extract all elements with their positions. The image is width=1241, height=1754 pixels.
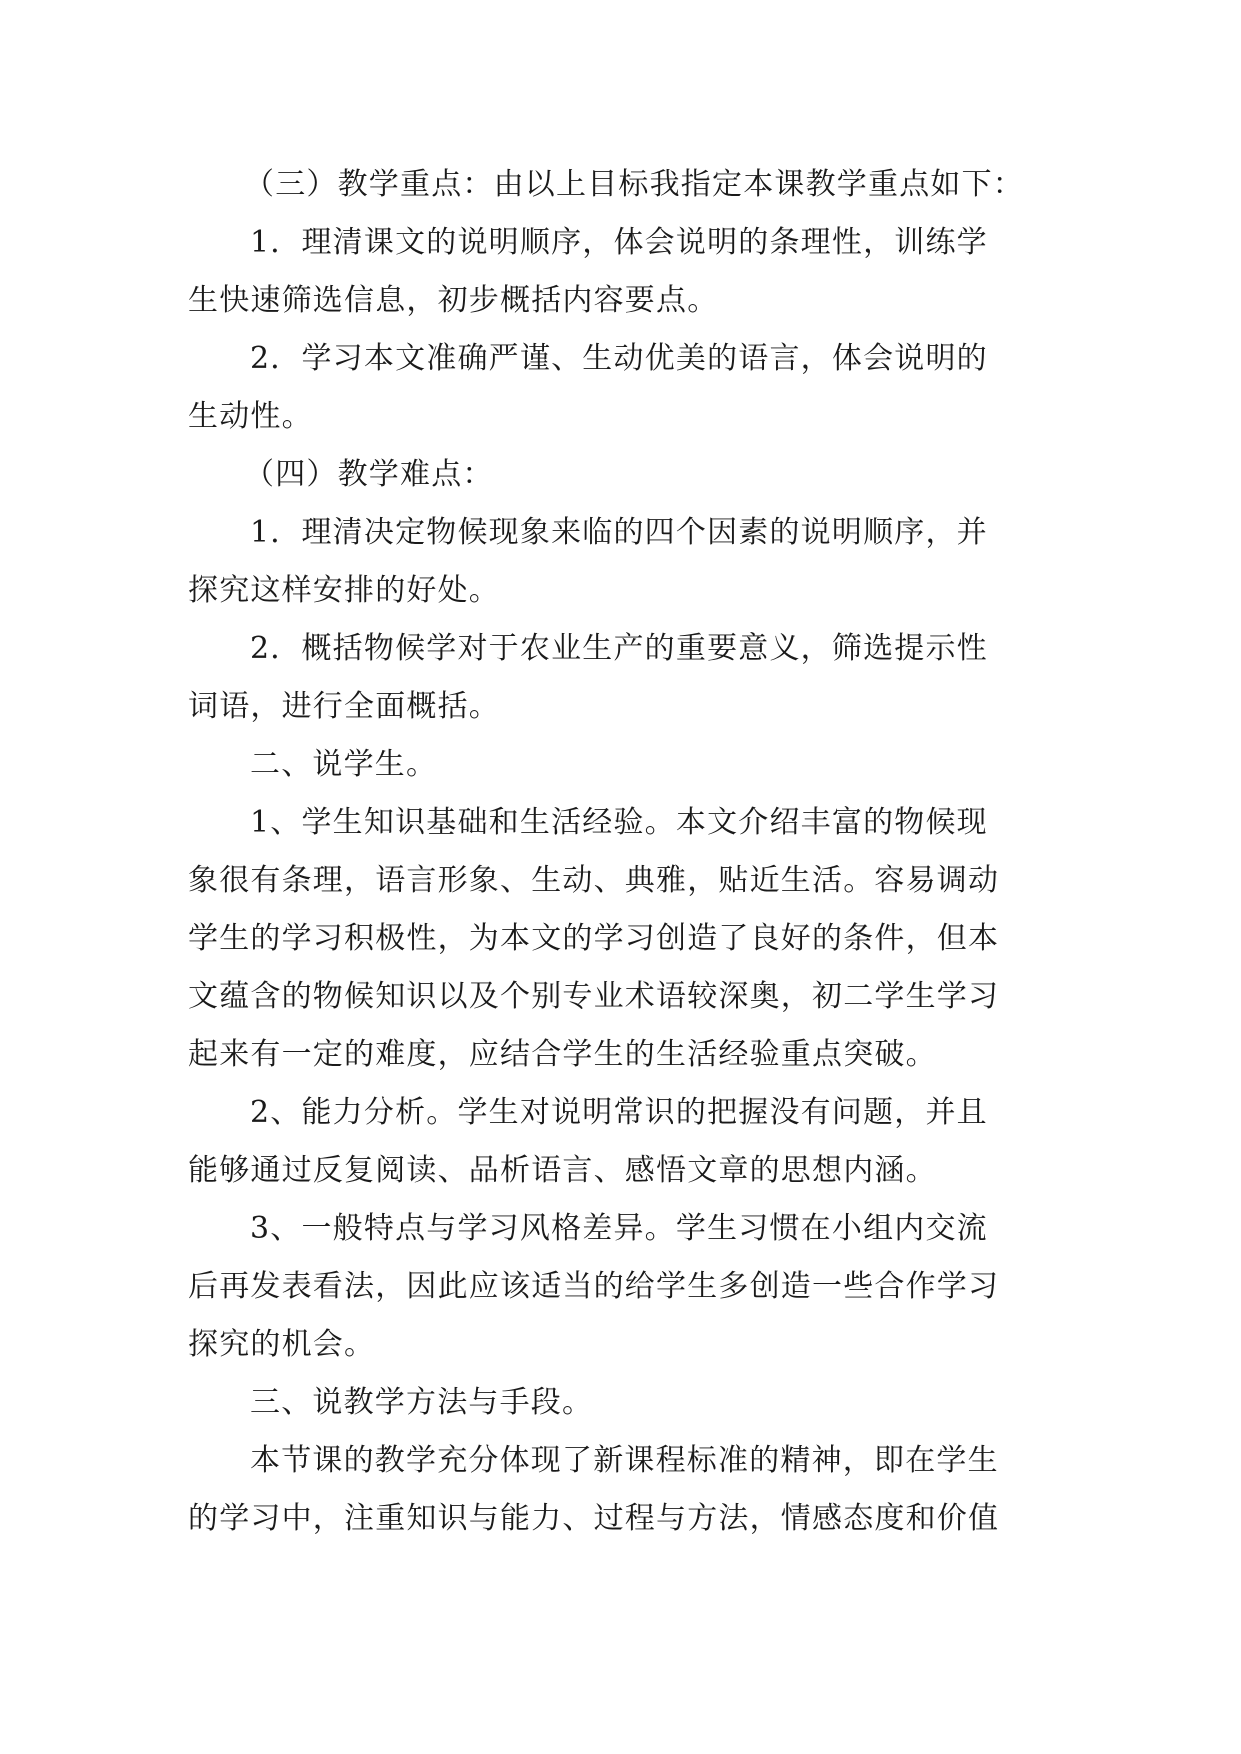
text-line: 象很有条理，语言形象、生动、典雅，贴近生活。容易调动 <box>188 863 1000 898</box>
text-line: 生动性。 <box>188 399 313 434</box>
text-line: 本节课的教学充分体现了新课程标准的精神，即在学生 <box>250 1443 999 1478</box>
text-line: （四）教学难点： <box>244 457 494 492</box>
text-line: 2．学习本文准确严谨、生动优美的语言，体会说明的 <box>250 341 988 376</box>
text-line: 起来有一定的难度，应结合学生的生活经验重点突破。 <box>188 1037 937 1072</box>
text-line: 文蕴含的物候知识以及个别专业术语较深奥，初二学生学习 <box>188 979 1000 1014</box>
text-line: （三）教学重点：由以上目标我指定本课教学重点如下： <box>244 167 1024 202</box>
text-line: 的学习中，注重知识与能力、过程与方法，情感态度和价值 <box>188 1501 1000 1536</box>
text-line: 生快速筛选信息，初步概括内容要点。 <box>188 283 719 318</box>
text-line: 探究的机会。 <box>188 1327 376 1362</box>
text-line: 1、学生知识基础和生活经验。本文介绍丰富的物候现 <box>250 805 988 840</box>
text-line: 3、一般特点与学习风格差异。学生习惯在小组内交流 <box>250 1211 988 1246</box>
text-line: 1．理清决定物候现象来临的四个因素的说明顺序，并 <box>250 515 988 550</box>
text-line: 探究这样安排的好处。 <box>188 573 500 608</box>
text-line: 2、能力分析。学生对说明常识的把握没有问题，并且 <box>250 1095 988 1130</box>
text-line: 能够通过反复阅读、品析语言、感悟文章的思想内涵。 <box>188 1153 937 1188</box>
text-line: 词语，进行全面概括。 <box>188 689 500 724</box>
section-heading: 二、说学生。 <box>250 747 438 782</box>
text-line: 学生的学习积极性，为本文的学习创造了良好的条件，但本 <box>188 921 1000 956</box>
text-line: 2．概括物候学对于农业生产的重要意义，筛选提示性 <box>250 631 988 666</box>
text-line: 1．理清课文的说明顺序，体会说明的条理性，训练学 <box>250 225 988 260</box>
text-line: 后再发表看法，因此应该适当的给学生多创造一些合作学习 <box>188 1269 1000 1304</box>
section-heading: 三、说教学方法与手段。 <box>250 1385 594 1420</box>
